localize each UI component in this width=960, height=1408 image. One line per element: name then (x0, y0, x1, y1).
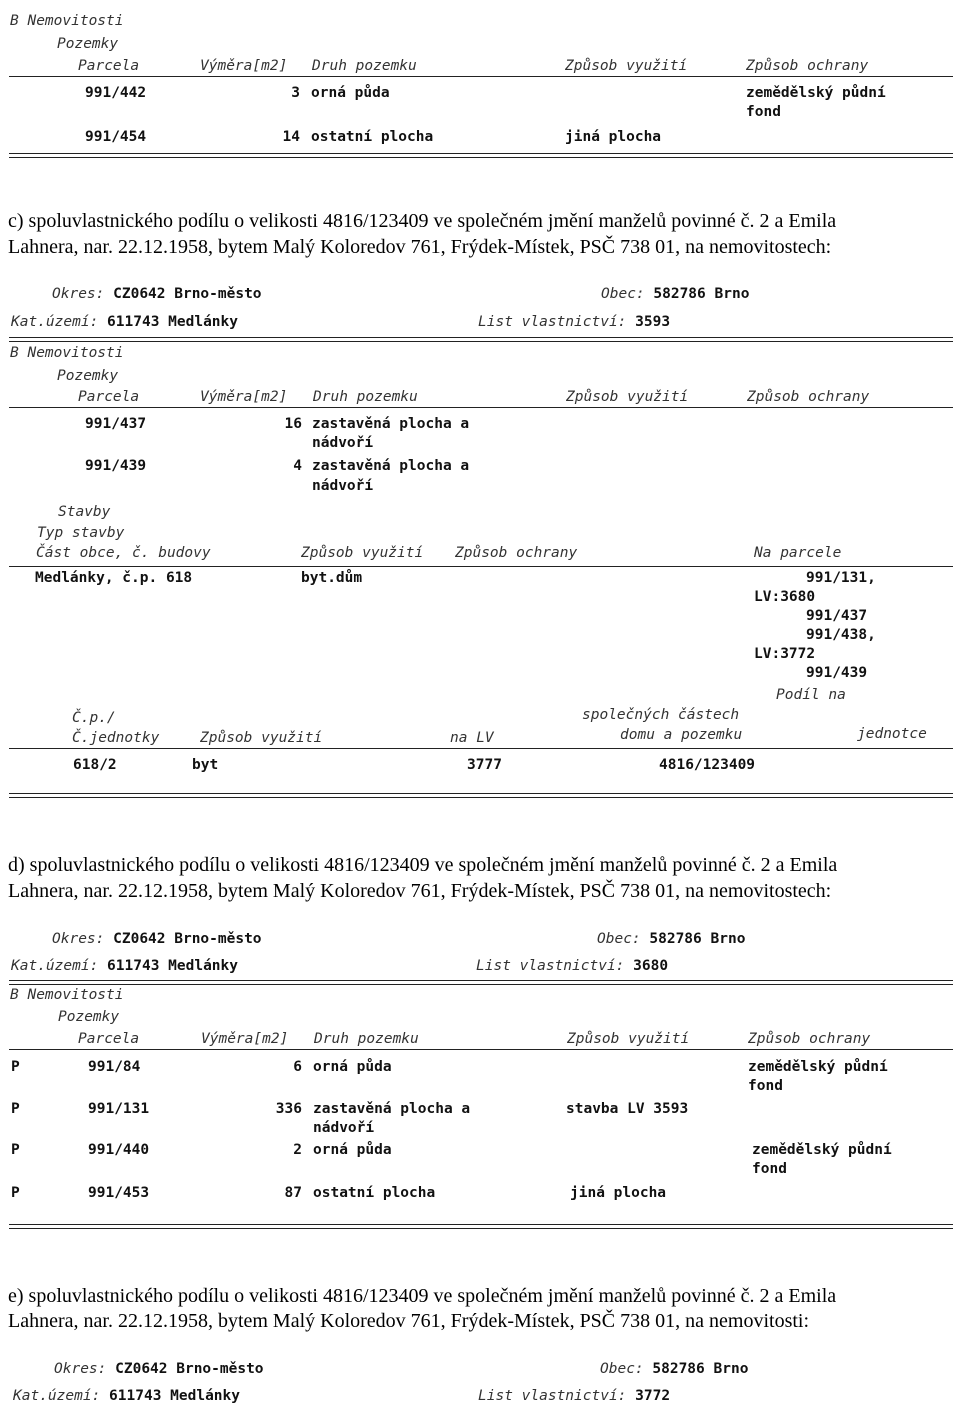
pozemky-label: Pozemky (57, 368, 119, 384)
kat-uzemi-value: 611743 Medlánky (107, 314, 238, 330)
kat-uzemi-label: Kat.území: (13, 1388, 101, 1404)
okres-row (52, 930, 262, 948)
obec-row (597, 930, 745, 948)
jednotka-cp: 618/2 (73, 757, 117, 773)
lv-label: List vlastnictví: (478, 314, 627, 330)
col-vyuziti: Způsob využití (200, 730, 323, 746)
vyuziti-cell: jiná plocha (565, 129, 662, 145)
na-parcele-item: 991/438, (806, 627, 876, 643)
stavby-label: Stavby (58, 504, 111, 520)
druh-cell: ostatní plocha (313, 1185, 436, 1201)
kat-uzemi-label: Kat.území: (11, 314, 99, 330)
col-ochrana: Způsob ochrany (748, 1031, 871, 1047)
parcela-cell: 991/453 (88, 1185, 150, 1201)
ochrana-cell: zemědělský půdní (752, 1142, 892, 1158)
druh-cell: nádvoří (313, 1120, 375, 1136)
jednotka-na-lv: 3777 (467, 757, 502, 773)
obec-row (601, 285, 749, 303)
header-rule (9, 337, 953, 342)
col-vymera: Výměra[m2] (200, 389, 288, 405)
okres-label: Okres: (52, 931, 105, 947)
na-parcele-item: 991/131, (806, 570, 876, 586)
vymera-cell: 4 (293, 458, 302, 474)
vymera-cell: 87 (284, 1185, 302, 1201)
stavba-cast-obce: Medlánky, č.p. 618 (35, 570, 193, 586)
okres-row (54, 1360, 264, 1378)
okres-value: CZ0642 Brno-město (113, 931, 262, 947)
okres-value: CZ0642 Brno-město (115, 1361, 264, 1377)
col-parcela: Parcela (78, 1031, 140, 1047)
obec-value: 582786 Brno (652, 1361, 749, 1377)
vyuziti-cell: jiná plocha (570, 1185, 667, 1201)
druh-cell: orná půda (313, 1142, 392, 1158)
kat-uzemi-value: 611743 Medlánky (107, 958, 238, 974)
col-vymera: Výměra[m2] (200, 58, 288, 74)
okres-label: Okres: (52, 286, 105, 302)
header-rule (9, 407, 953, 408)
ochrana-cell: fond (752, 1161, 787, 1177)
obec-label: Obec: (597, 931, 641, 947)
b-nemovitosti-label: B Nemovitosti (10, 13, 124, 29)
lv-label: List vlastnictví: (476, 958, 625, 974)
obec-value: 582786 Brno (653, 286, 750, 302)
header-rule (9, 980, 953, 985)
stavba-vyuziti: byt.dům (301, 570, 363, 586)
typ-stavby-label: Typ stavby (37, 525, 125, 541)
b-nemovitosti-label: B Nemovitosti (10, 345, 124, 361)
obec-label: Obec: (600, 1361, 644, 1377)
paragraph-e-line2: Lahnera, nar. 22.12.1958, bytem Malý Koloredov 761, Frýdek-Místek, PSČ 738 01, na nemovitosti: (8, 1310, 810, 1332)
kat-uzemi-row (11, 957, 238, 975)
jednotka-vyuziti: byt (192, 757, 219, 773)
jednotce-label: jednotce (857, 726, 927, 742)
section-end-rule (9, 793, 953, 798)
parcela-cell: 991/440 (88, 1142, 150, 1158)
lv-row (476, 957, 668, 975)
pozemky-label: Pozemky (57, 36, 119, 52)
row-type-cell: P (11, 1142, 20, 1158)
druh-cell: zastavěná plocha a (313, 1101, 471, 1117)
vymera-cell: 16 (284, 416, 302, 432)
okres-row (52, 285, 262, 303)
header-rule (9, 748, 953, 749)
na-parcele-item: LV:3772 (754, 646, 816, 662)
na-parcele-item: 991/439 (806, 665, 868, 681)
ochrana-cell: fond (748, 1078, 783, 1094)
header-rule (9, 76, 953, 77)
parcela-cell: 991/442 (85, 85, 147, 101)
col-druh: Druh pozemku (314, 1031, 419, 1047)
ochrana-cell: fond (746, 104, 781, 120)
col-vymera: Výměra[m2] (201, 1031, 289, 1047)
kat-uzemi-row (13, 1387, 240, 1405)
header-rule (9, 566, 953, 567)
col-druh: Druh pozemku (312, 58, 417, 74)
lv-row (478, 1387, 670, 1405)
section-end-rule (9, 1224, 953, 1229)
kat-uzemi-value: 611743 Medlánky (109, 1388, 240, 1404)
druh-cell: ostatní plocha (311, 129, 434, 145)
lv-row (478, 313, 670, 331)
col-druh: Druh pozemku (313, 389, 418, 405)
vymera-cell: 14 (282, 129, 300, 145)
row-type-cell: P (11, 1101, 20, 1117)
ochrana-cell: zemědělský půdní (748, 1059, 888, 1075)
na-lv-label: na LV (450, 730, 494, 746)
lv-value: 3593 (635, 314, 671, 330)
col-cast-obce: Část obce, č. budovy (36, 545, 211, 561)
ochrana-cell: zemědělský půdní (746, 85, 886, 101)
pozemky-label: Pozemky (58, 1009, 120, 1025)
na-parcele-item: 991/437 (806, 608, 868, 624)
parcela-cell: 991/84 (88, 1059, 141, 1075)
druh-cell: orná půda (313, 1059, 392, 1075)
col-ochrana: Způsob ochrany (455, 545, 578, 561)
vyuziti-cell: stavba LV 3593 (566, 1101, 689, 1117)
c-jednotky-label: Č.jednotky (72, 730, 160, 746)
vymera-cell: 336 (275, 1101, 302, 1117)
vymera-cell: 2 (293, 1142, 302, 1158)
b-nemovitosti-label: B Nemovitosti (10, 987, 124, 1003)
obec-row (600, 1360, 748, 1378)
lv-value: 3772 (635, 1388, 671, 1404)
paragraph-d-line2: Lahnera, nar. 22.12.1958, bytem Malý Koloredov 761, Frýdek-Místek, PSČ 738 01, na nemovitostech: (8, 880, 832, 902)
col-vyuziti: Způsob využití (301, 545, 424, 561)
domu-a-pozemku-label: domu a pozemku (620, 727, 743, 743)
obec-label: Obec: (601, 286, 645, 302)
podil-na-label: Podíl na (776, 687, 846, 703)
paragraph-e-line1: e) spoluvlastnického podílu o velikosti 4816/123409 ve společném jmění manželů povinné č. 2 a Emila (8, 1285, 837, 1307)
col-vyuziti: Způsob využití (567, 1031, 690, 1047)
druh-cell: nádvoří (312, 478, 374, 494)
section-end-rule (9, 153, 953, 158)
obec-value: 582786 Brno (649, 931, 746, 947)
parcela-cell: 991/439 (85, 458, 147, 474)
druh-cell: zastavěná plocha a (312, 458, 470, 474)
row-type-cell: P (11, 1059, 20, 1075)
druh-cell: nádvoří (312, 435, 374, 451)
col-na-parcele: Na parcele (754, 545, 842, 561)
header-rule (9, 1049, 953, 1050)
druh-cell: zastavěná plocha a (312, 416, 470, 432)
spolecnych-castech-label: společných částech (582, 707, 740, 723)
parcela-cell: 991/437 (85, 416, 147, 432)
parcela-cell: 991/131 (88, 1101, 150, 1117)
lv-value: 3680 (633, 958, 669, 974)
row-type-cell: P (11, 1185, 20, 1201)
vymera-cell: 6 (293, 1059, 302, 1075)
col-parcela: Parcela (78, 389, 140, 405)
parcela-cell: 991/454 (85, 129, 147, 145)
druh-cell: orná půda (311, 85, 390, 101)
kat-uzemi-label: Kat.území: (11, 958, 99, 974)
col-vyuziti: Způsob využití (565, 58, 688, 74)
paragraph-c-line2: Lahnera, nar. 22.12.1958, bytem Malý Koloredov 761, Frýdek-Místek, PSČ 738 01, na nemovitostech: (8, 236, 832, 258)
col-parcela: Parcela (78, 58, 140, 74)
okres-label: Okres: (54, 1361, 107, 1377)
cp-label: Č.p./ (72, 710, 116, 726)
paragraph-c-line1: c) spoluvlastnického podílu o velikosti 4816/123409 ve společném jmění manželů povinné č. 2 a Emila (8, 210, 837, 232)
kat-uzemi-row (11, 313, 238, 331)
vymera-cell: 3 (291, 85, 300, 101)
paragraph-d-line1: d) spoluvlastnického podílu o velikosti 4816/123409 ve společném jmění manželů povinné č. 2 a Emila (8, 854, 838, 876)
na-parcele-item: LV:3680 (754, 589, 816, 605)
jednotka-podil: 4816/123409 (659, 757, 756, 773)
okres-value: CZ0642 Brno-město (113, 286, 262, 302)
col-ochrana: Způsob ochrany (746, 58, 869, 74)
col-ochrana: Způsob ochrany (747, 389, 870, 405)
lv-label: List vlastnictví: (478, 1388, 627, 1404)
col-vyuziti: Způsob využití (566, 389, 689, 405)
